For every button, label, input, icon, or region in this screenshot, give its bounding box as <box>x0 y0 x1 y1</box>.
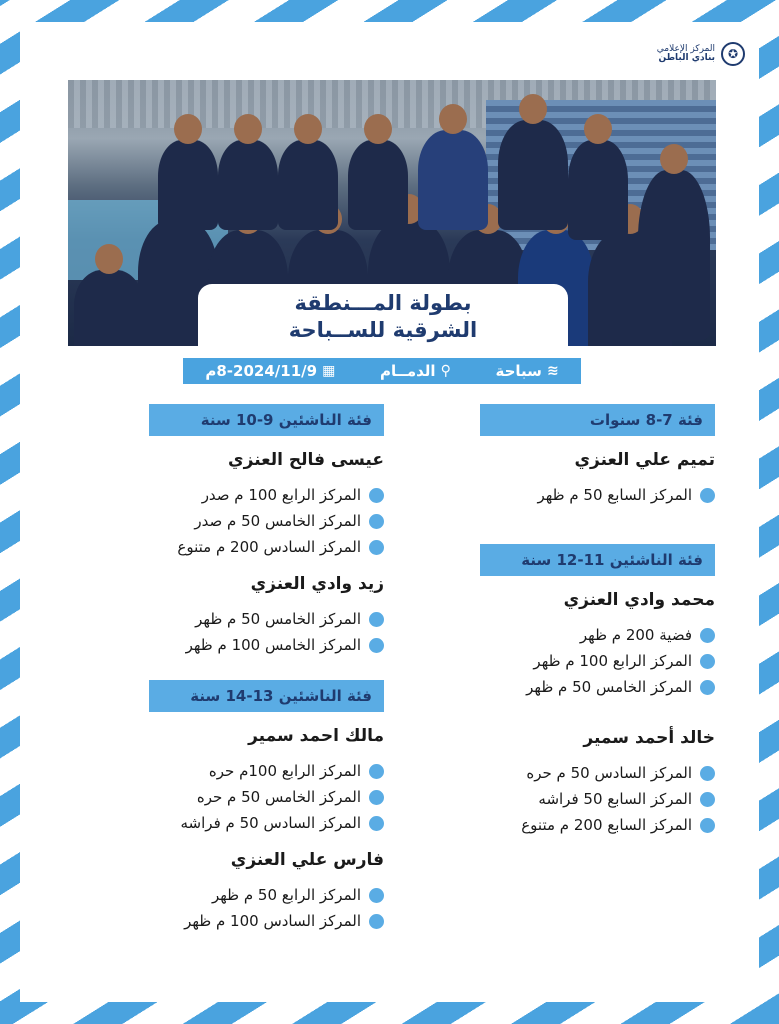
result-item: المركز السابع 200 م متنوع <box>415 812 715 838</box>
club-emblem-icon: ✪ <box>721 42 745 66</box>
bullet-icon <box>700 654 715 669</box>
athlete-name: تميم علي العنزي <box>574 450 715 470</box>
sport-info <box>496 362 559 380</box>
date-info <box>205 362 335 380</box>
category-header: فئة الناشئين 9-10 سنة <box>149 404 384 436</box>
result-item: المركز السادس 100 م ظهر <box>84 908 384 934</box>
sport-label: سباحة <box>495 362 542 380</box>
category-header: فئة 7-8 سنوات <box>480 404 715 436</box>
results-list <box>84 882 384 934</box>
category-header: فئة الناشئين 11-12 سنة <box>480 544 715 576</box>
calendar-icon: ▦ <box>322 363 336 379</box>
bullet-icon <box>369 612 384 627</box>
event-title-line-2: الشرقية للســباحة <box>288 318 478 342</box>
result-item: المركز الرابع 100 م ظهر <box>415 648 715 674</box>
result-item: فضية 200 م ظهر <box>415 622 715 648</box>
bullet-icon <box>369 488 384 503</box>
left-results-column <box>84 404 384 934</box>
bullet-icon <box>369 764 384 779</box>
bullet-icon <box>369 816 384 831</box>
poster-card <box>20 22 759 1002</box>
category-header: فئة الناشئين 13-14 سنة <box>149 680 384 712</box>
bullet-icon <box>369 914 384 929</box>
result-item: المركز الرابع 100م حره <box>84 758 384 784</box>
athlete-name: عيسى فالح العنزي <box>228 450 384 470</box>
city-info <box>380 362 451 380</box>
result-item: المركز الخامس 50 م ظهر <box>84 606 384 632</box>
date-label: 8-2024/11/9م <box>205 362 318 380</box>
swimming-icon: ≋ <box>546 363 559 379</box>
right-results-column <box>415 404 715 838</box>
bullet-icon <box>700 680 715 695</box>
logo-line-2: بنادي الباطن <box>658 53 715 63</box>
event-title-line-1: بطولة المـــنطقة <box>294 291 472 315</box>
logo-line-1: المركز الإعلامي <box>656 43 715 54</box>
location-pin-icon: ⚲ <box>440 363 451 379</box>
result-item: المركز الخامس 50 م حره <box>84 784 384 810</box>
bullet-icon <box>369 638 384 653</box>
athlete-name: خالد أحمد سمير <box>583 728 715 748</box>
event-title <box>198 284 568 350</box>
bullet-icon <box>700 488 715 503</box>
result-item: المركز السابع 50 فراشه <box>415 786 715 812</box>
bullet-icon <box>369 790 384 805</box>
bullet-icon <box>700 766 715 781</box>
bullet-icon <box>700 628 715 643</box>
bullet-icon <box>369 888 384 903</box>
results-list <box>415 760 715 838</box>
results-list <box>84 606 384 658</box>
bullet-icon <box>369 514 384 529</box>
result-item: المركز الخامس 100 م ظهر <box>84 632 384 658</box>
result-item: المركز الخامس 50 م صدر <box>84 508 384 534</box>
bullet-icon <box>369 540 384 555</box>
athlete-name: محمد وادي العنزي <box>563 590 715 610</box>
results-list <box>415 482 715 508</box>
bullet-icon <box>700 792 715 807</box>
results-list <box>84 758 384 836</box>
club-logo <box>657 42 745 66</box>
city-label: الدمــام <box>379 362 436 380</box>
result-item: المركز الخامس 50 م ظهر <box>415 674 715 700</box>
result-item: المركز السابع 50 م ظهر <box>415 482 715 508</box>
athlete-name: زيد وادي العنزي <box>250 574 384 594</box>
result-item: المركز الرابع 50 م ظهر <box>84 882 384 908</box>
result-item: المركز السادس 50 م فراشه <box>84 810 384 836</box>
result-item: المركز السادس 200 م متنوع <box>84 534 384 560</box>
results-list <box>84 482 384 560</box>
result-item: المركز السادس 50 م حره <box>415 760 715 786</box>
event-info-bar <box>183 358 581 384</box>
athlete-name: مالك احمد سمير <box>248 726 384 746</box>
results-list <box>415 622 715 700</box>
athlete-name: فارس علي العنزي <box>230 850 384 870</box>
result-item: المركز الرابع 100 م صدر <box>84 482 384 508</box>
bullet-icon <box>700 818 715 833</box>
